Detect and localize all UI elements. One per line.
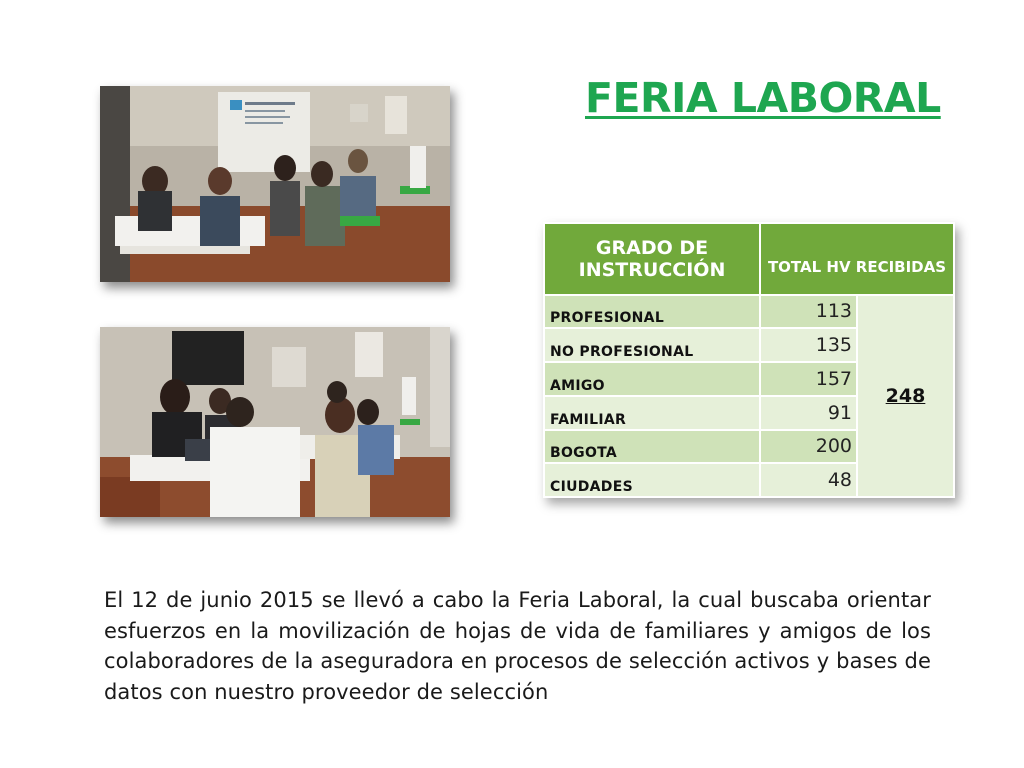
row-label: PROFESIONAL (544, 295, 760, 329)
page-title: FERIA LABORAL (585, 74, 941, 122)
row-value: 91 (760, 396, 857, 430)
feria-photo-1 (100, 86, 450, 282)
row-label: AMIGO (544, 362, 760, 396)
row-value: 135 (760, 328, 857, 362)
row-value: 113 (760, 295, 857, 329)
description-paragraph: El 12 de junio 2015 se llevó a cabo la Feria Laboral, la cual buscaba orientar esfuerzos en la movilización de hojas de vida de familiares y amigos de los colaboradores de la aseguradora en procesos de selección activos y bases de datos con nuestro proveedor de selección (104, 588, 931, 704)
header-total-hv: TOTAL HV RECIBIDAS (760, 223, 954, 295)
row-label: BOGOTA (544, 430, 760, 464)
hv-summary-table (543, 222, 955, 498)
row-value: 200 (760, 430, 857, 464)
table-row (544, 295, 954, 329)
row-value: 48 (760, 463, 857, 497)
row-label: NO PROFESIONAL (544, 328, 760, 362)
header-grado-instruccion: GRADO DE INSTRUCCIÓN (544, 223, 760, 295)
row-label: CIUDADES (544, 463, 760, 497)
total-hv-value: 248 (857, 295, 954, 497)
feria-photo-2 (100, 327, 450, 517)
row-value: 157 (760, 362, 857, 396)
row-label: FAMILIAR (544, 396, 760, 430)
